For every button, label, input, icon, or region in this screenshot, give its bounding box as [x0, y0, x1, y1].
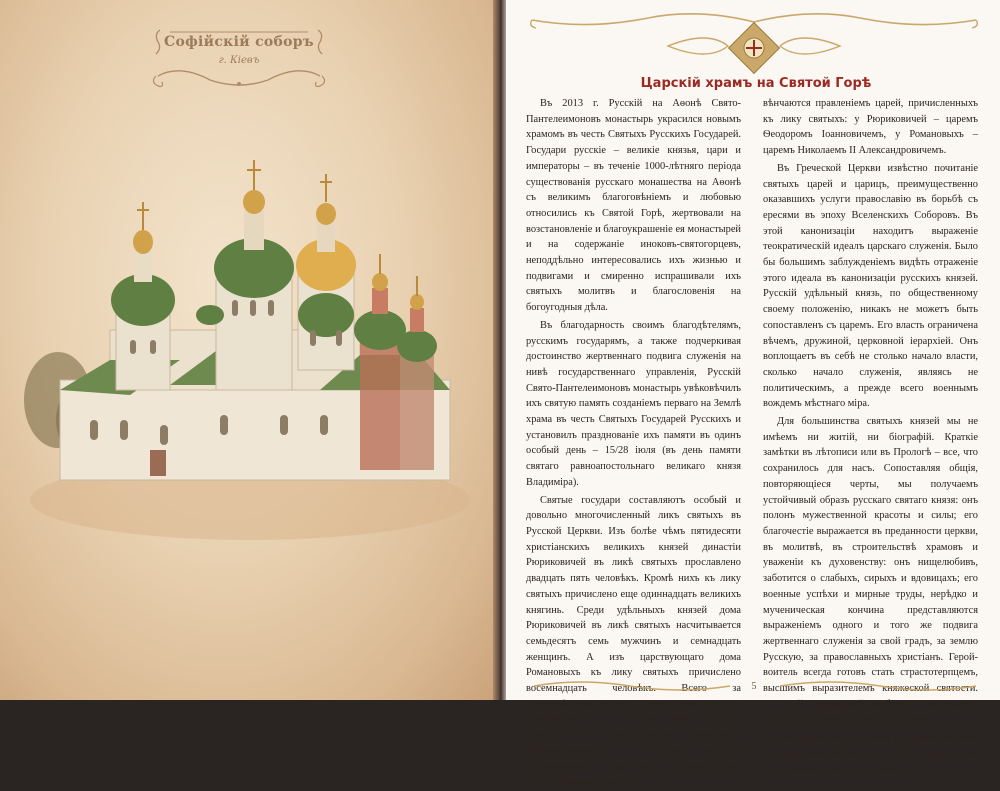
- book-gutter: [493, 0, 507, 700]
- text-column-left: [526, 96, 741, 789]
- cartouche-subtitle: г. Кіевъ: [218, 55, 260, 66]
- cathedral-illustration: [20, 150, 480, 550]
- paragraph: Въ Греческой Церкви извѣстно почитаніе святыхъ царей и царицъ, преимущественно оказавшихъ услуги православію въ борьбѣ съ ересями въ эпоху Вселенскихъ Соборовъ. Въ этой канонизаціи находитъ выраженіе теократическій идеалъ царскаго служенія. Было бы большимъ заблужденіемъ видѣть отраженіе этого идеала въ канонизаціи русскихъ князей. Русскій удѣльный князь, по общественному своему положенію, никакъ не можетъ быть сопоставленъ съ царемъ. Его власть ограничена вѣчемъ, дружиной, церковной іерархіей. Онъ воплощаетъ въ себѣ не столько начало власти, сколько начало служенія, являясь не политическимъ, а прежде всего военнымъ вождемъ мѣстнаго міра.: [763, 162, 978, 410]
- page-number: 5: [751, 681, 757, 692]
- right-page: [506, 0, 1000, 789]
- paragraph: Святые государи составляютъ особый и довольно многочисленный ликъ святыхъ въ Русской Церкви. Изъ болѣе чѣмъ пятидесяти христіанскихъ великихъ князей династіи Рюриковичей въ ликѣ святыхъ прославлено двадцать пять человѣкъ. Кромѣ нихъ къ лику святыхъ причислено еще одиннадцать великихъ княгинь. Среди удѣльныхъ князей дома Рюриковичей въ ликѣ святыхъ насчитывается семьдесятъ семь мужчинъ и семнадцать женщинъ. А изъ царствующаго дома Романовыхъ къ лику святыхъ причислено восемнадцать человѣкъ. Всего за тысячелѣтнюю исторію государства Русскаго канонизовано для общаго или мѣстнаго почитанія 148 представителей княжескихъ, великокняжескихъ и царскихъ династій Рюриковичей и Романовыхъ. Знаменательно, что обѣ правящія династіи: [526, 494, 741, 789]
- header-ornament: [528, 6, 980, 76]
- paragraph: Въ 2013 г. Русскій на Аѳонѣ Свято-Пантелеимоновъ монастырь украсился новымъ храмомъ въ честь Святыхъ Русскихъ Государей. Государи русскіе – великіе князья, цари и императоры – въ теченіе 1000-лѣтняго періода существованія русскаго монашества на Аѳонѣ съ великимъ благоговѣніемъ и любовью относились къ Святой Горѣ, жертвовали на возстановленіе и благоукрашеніе ея монастырей и на содержаніе иноковъ-святогорцевъ, неподдѣльно интересовались ихъ жизнью и подвигами и смиренно испрашивали ихъ святыхъ молитвъ и благословенія на богоугодныя дѣла.: [526, 98, 741, 314]
- paragraph: Для большинства святыхъ князей мы не имѣемъ ни житій, ни біографій. Краткіе замѣтки въ лѣтописи или въ Прологѣ – все, что сохранилось для насъ. Сопоставляя общія, повторяющіеся черты, мы получаемъ устойчивый образъ русскаго святаго князя: онъ полонъ мужественной красоты и силы; его благочестіе выражается въ преданности церкви, въ молитвѣ, въ строительствѣ храмовъ и уваженіи къ духовенству: онъ нищелюбивъ, заботится о слабыхъ, сирыхъ и вдовицахъ; его военные успѣхи и мирные труды, нерѣдко и мученическая кончина представляются выраженіемъ одного и того же подвига жертвеннаго служенія за свой градъ, за землю Русскую, за православныхъ христіанъ. Герой-воитель всегда готовъ стать страстотерпцемъ, высшимъ выразителемъ княжеской святости. Въ этой жертвенной любви и заключается христіанская идея княжескаго подвига.: [763, 416, 978, 726]
- text-column-right: [763, 96, 978, 775]
- left-page: [0, 0, 498, 700]
- paragraph: Какъ извѣстно, первыми русскими святыми стали князья Борисъ и Глѣбъ. Однако они прославлялись не какъ «самовласт-: [763, 732, 978, 775]
- cartouche-title: Софійскій соборъ: [164, 34, 314, 50]
- paragraph: Въ благодарность своимъ благодѣтелямъ, русскимъ государямъ, а также подчеркивая достоинство жертвеннаго подвига служенія на нивѣ государственнаго управленія, Русскій Свято-Пантелеимоновъ монастырь увѣковѣчилъ ихъ святую память созданіемъ перваго на Землѣ храма въ честь Святыхъ Государей Русскихъ и установилъ празднованіе ихъ памяти въ одинъ особый день – 15/28 іюля (въ день памяти святаго равноапостольнаго великаго князя Владиміра).: [526, 319, 741, 488]
- paragraph: вѣнчаются правленіемъ царей, причисленныхъ къ лику святыхъ: у Рюриковичей – царемъ Ѳеодоромъ Іоанновичемъ, у Романовыхъ – царемъ Николаемъ II Александровичемъ.: [763, 98, 978, 157]
- article-heading: Царскій храмъ на Святой Горѣ: [640, 76, 872, 91]
